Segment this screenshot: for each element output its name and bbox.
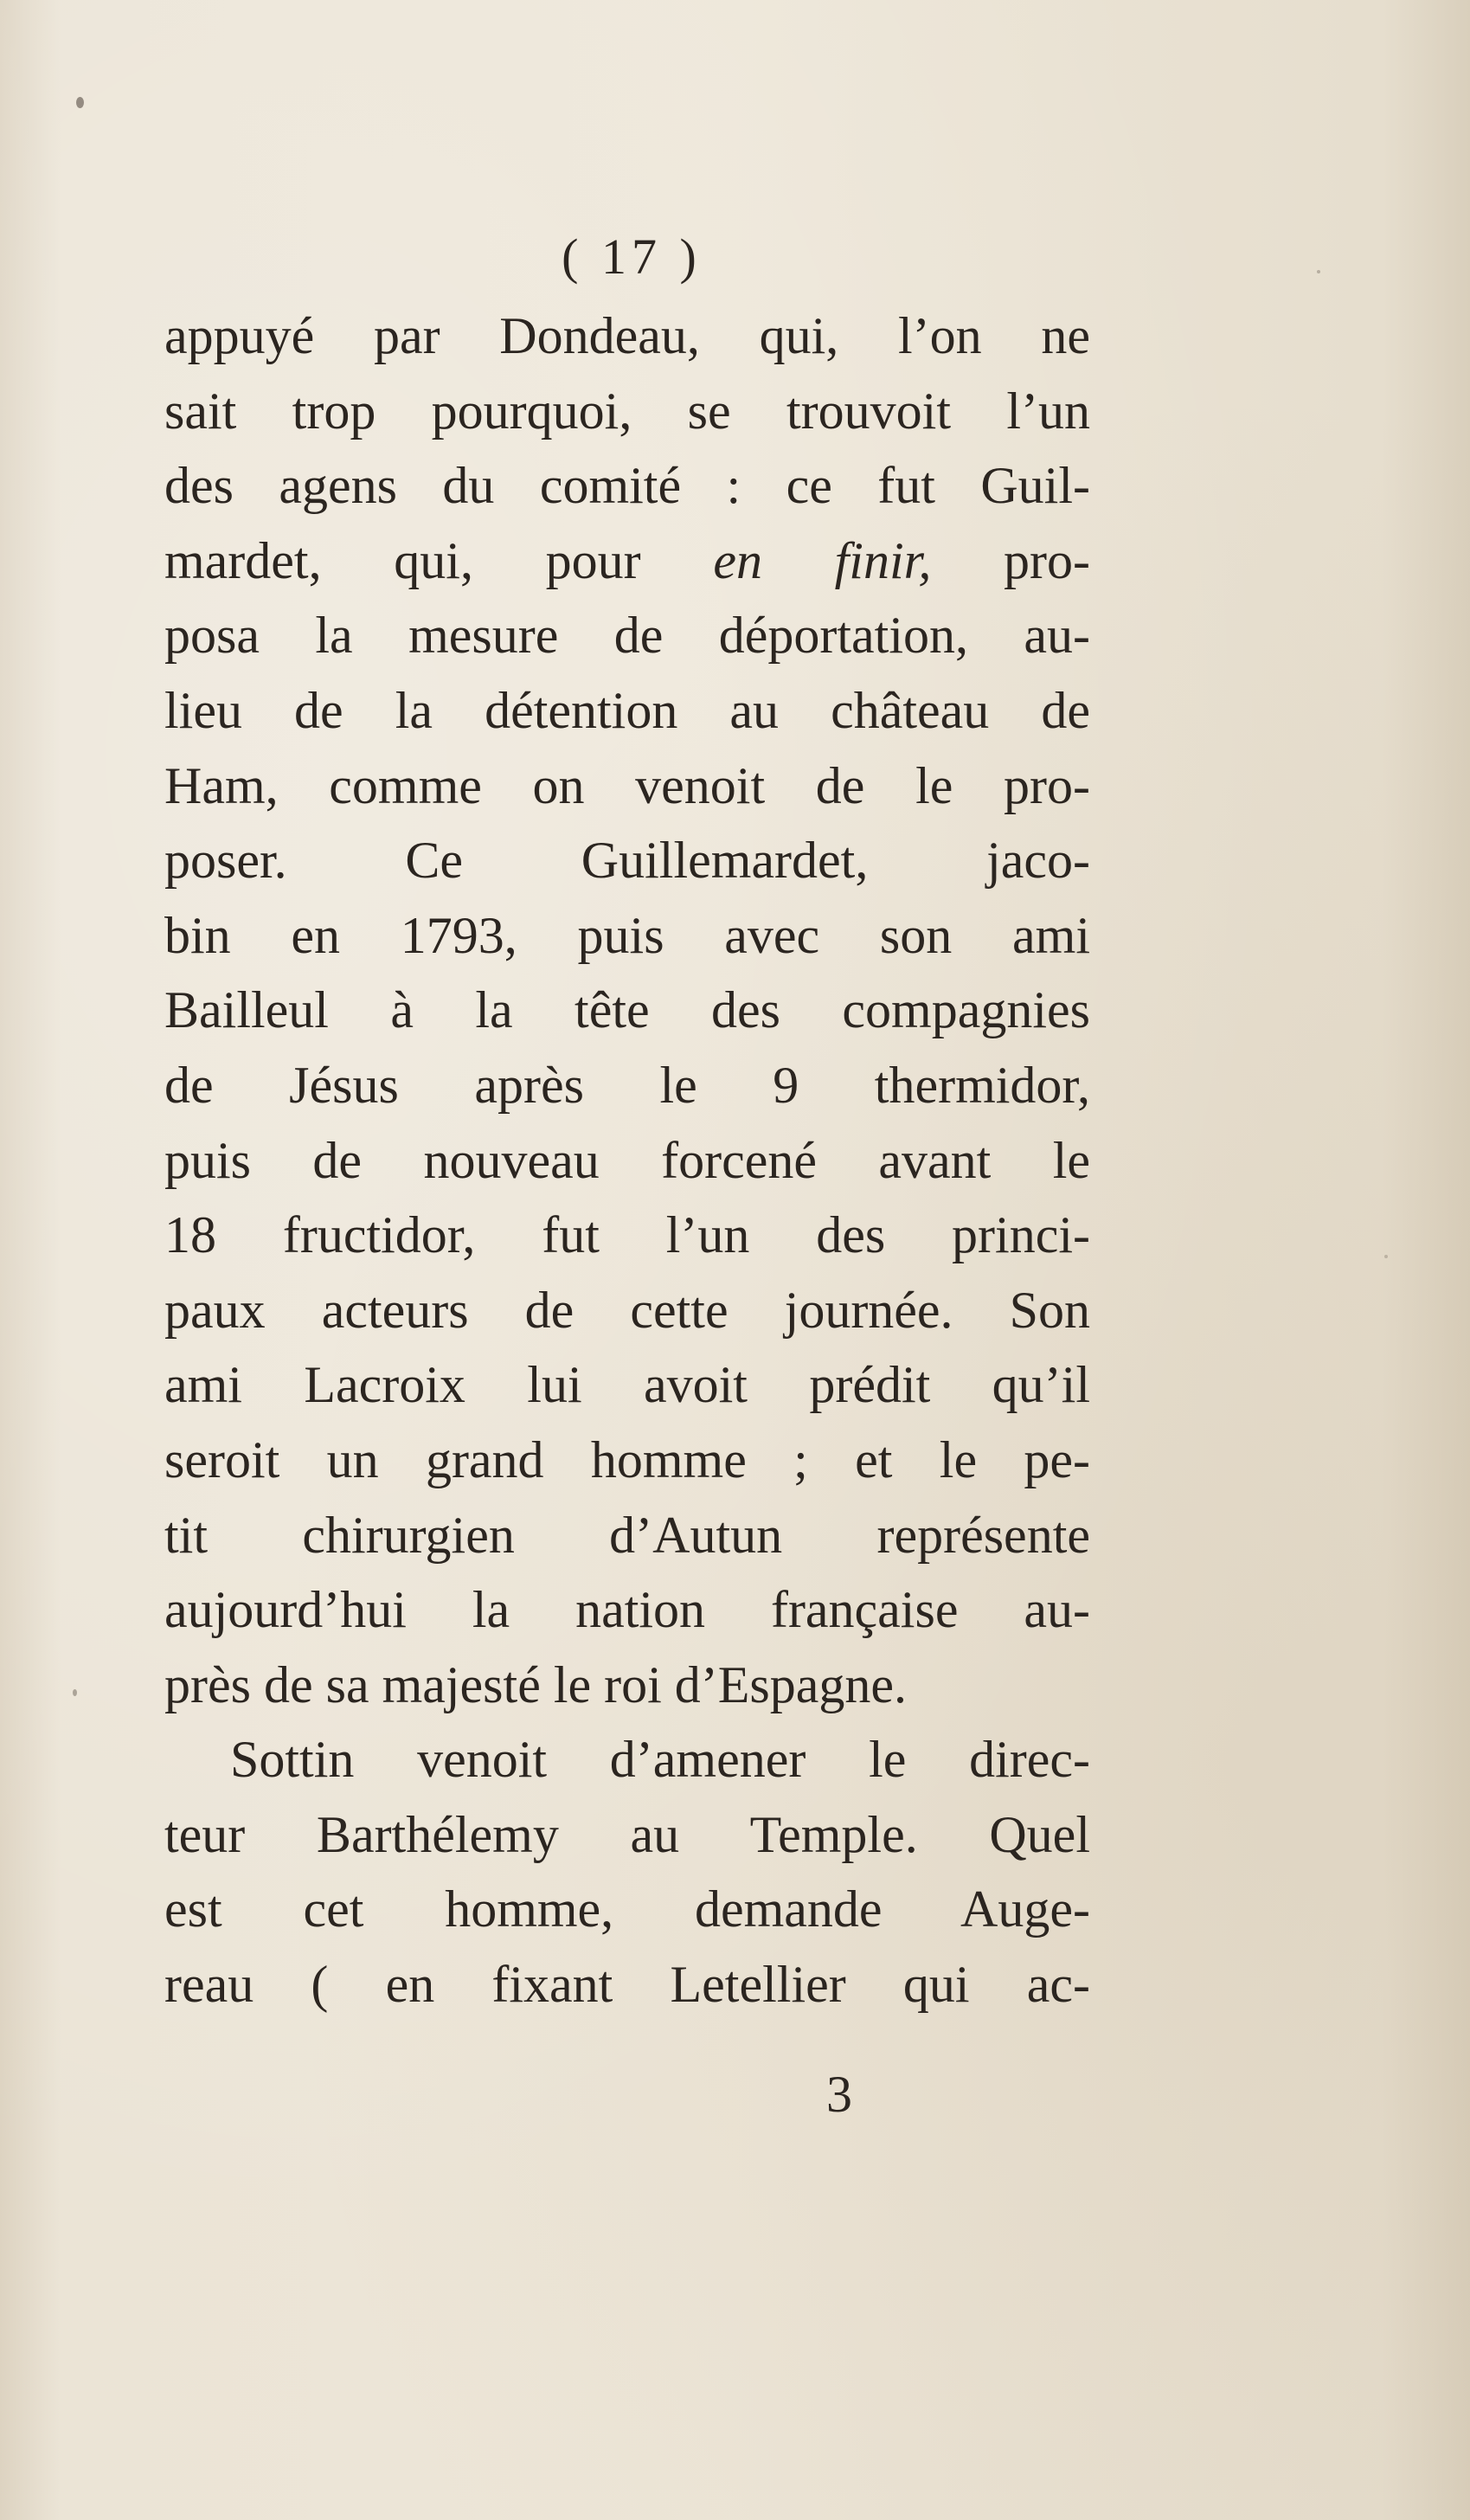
text-line: bin en 1793, puis avec son ami (164, 906, 1090, 964)
text-line: Ham, comme on venoit de le pro- (164, 756, 1090, 814)
text-line: Sottin venoit d’amener le direc- (230, 1731, 1090, 1789)
ink-speck (76, 97, 84, 108)
text-line: ami Lacroix lui avoit prédit qu’il (164, 1356, 1090, 1414)
text-line: reau ( en fixant Letellier qui ac- (164, 1956, 1090, 2014)
text-line-with-italic (164, 524, 1090, 599)
text-line: de Jésus après le 9 thermidor, (164, 1056, 1090, 1114)
text-segment: mardet, qui, pour (164, 531, 714, 589)
text-line: seroit un grand homme ; et le pe- (164, 1430, 1090, 1488)
text-line: lieu de la détention au château de (164, 681, 1090, 739)
ink-speck (1384, 1255, 1388, 1258)
text-line: 18 fructidor, fut l’un des princi- (164, 1206, 1090, 1264)
paragraph-1 (164, 299, 1090, 1722)
text-line: aujourd’hui la nation française au- (164, 1581, 1090, 1639)
ink-speck (1317, 270, 1320, 273)
ink-speck (73, 1689, 77, 1696)
text-line: près de sa majesté le roi d’Espagne. (164, 1655, 908, 1713)
text-line: posa la mesure de déportation, au- (164, 607, 1090, 665)
paragraph-2 (164, 1722, 1090, 2022)
text-line: puis de nouveau forcené avant le (164, 1131, 1090, 1189)
text-line: tit chirurgien d’Autun représente (164, 1506, 1090, 1564)
text-line: teur Barthélemy au Temple. Quel (164, 1805, 1090, 1863)
italic-phrase: en finir, (713, 531, 932, 589)
signature-mark: 3 (826, 2066, 852, 2123)
page-number: ( 17 ) (562, 228, 702, 285)
text-line: Bailleul à la tête des compagnies (164, 981, 1090, 1039)
body-text (164, 299, 1090, 2022)
text-line: appuyé par Dondeau, qui, l’on ne (164, 307, 1090, 364)
text-line: sait trop pourquoi, se trouvoit l’un (164, 382, 1090, 440)
text-line: poser. Ce Guillemardet, jaco- (164, 832, 1090, 890)
text-line: paux acteurs de cette journée. Son (164, 1281, 1090, 1339)
text-line: est cet homme, demande Auge- (164, 1880, 1090, 1938)
text-segment: pro- (931, 531, 1090, 589)
text-line: des agens du comité : ce fut Guil- (164, 457, 1090, 515)
